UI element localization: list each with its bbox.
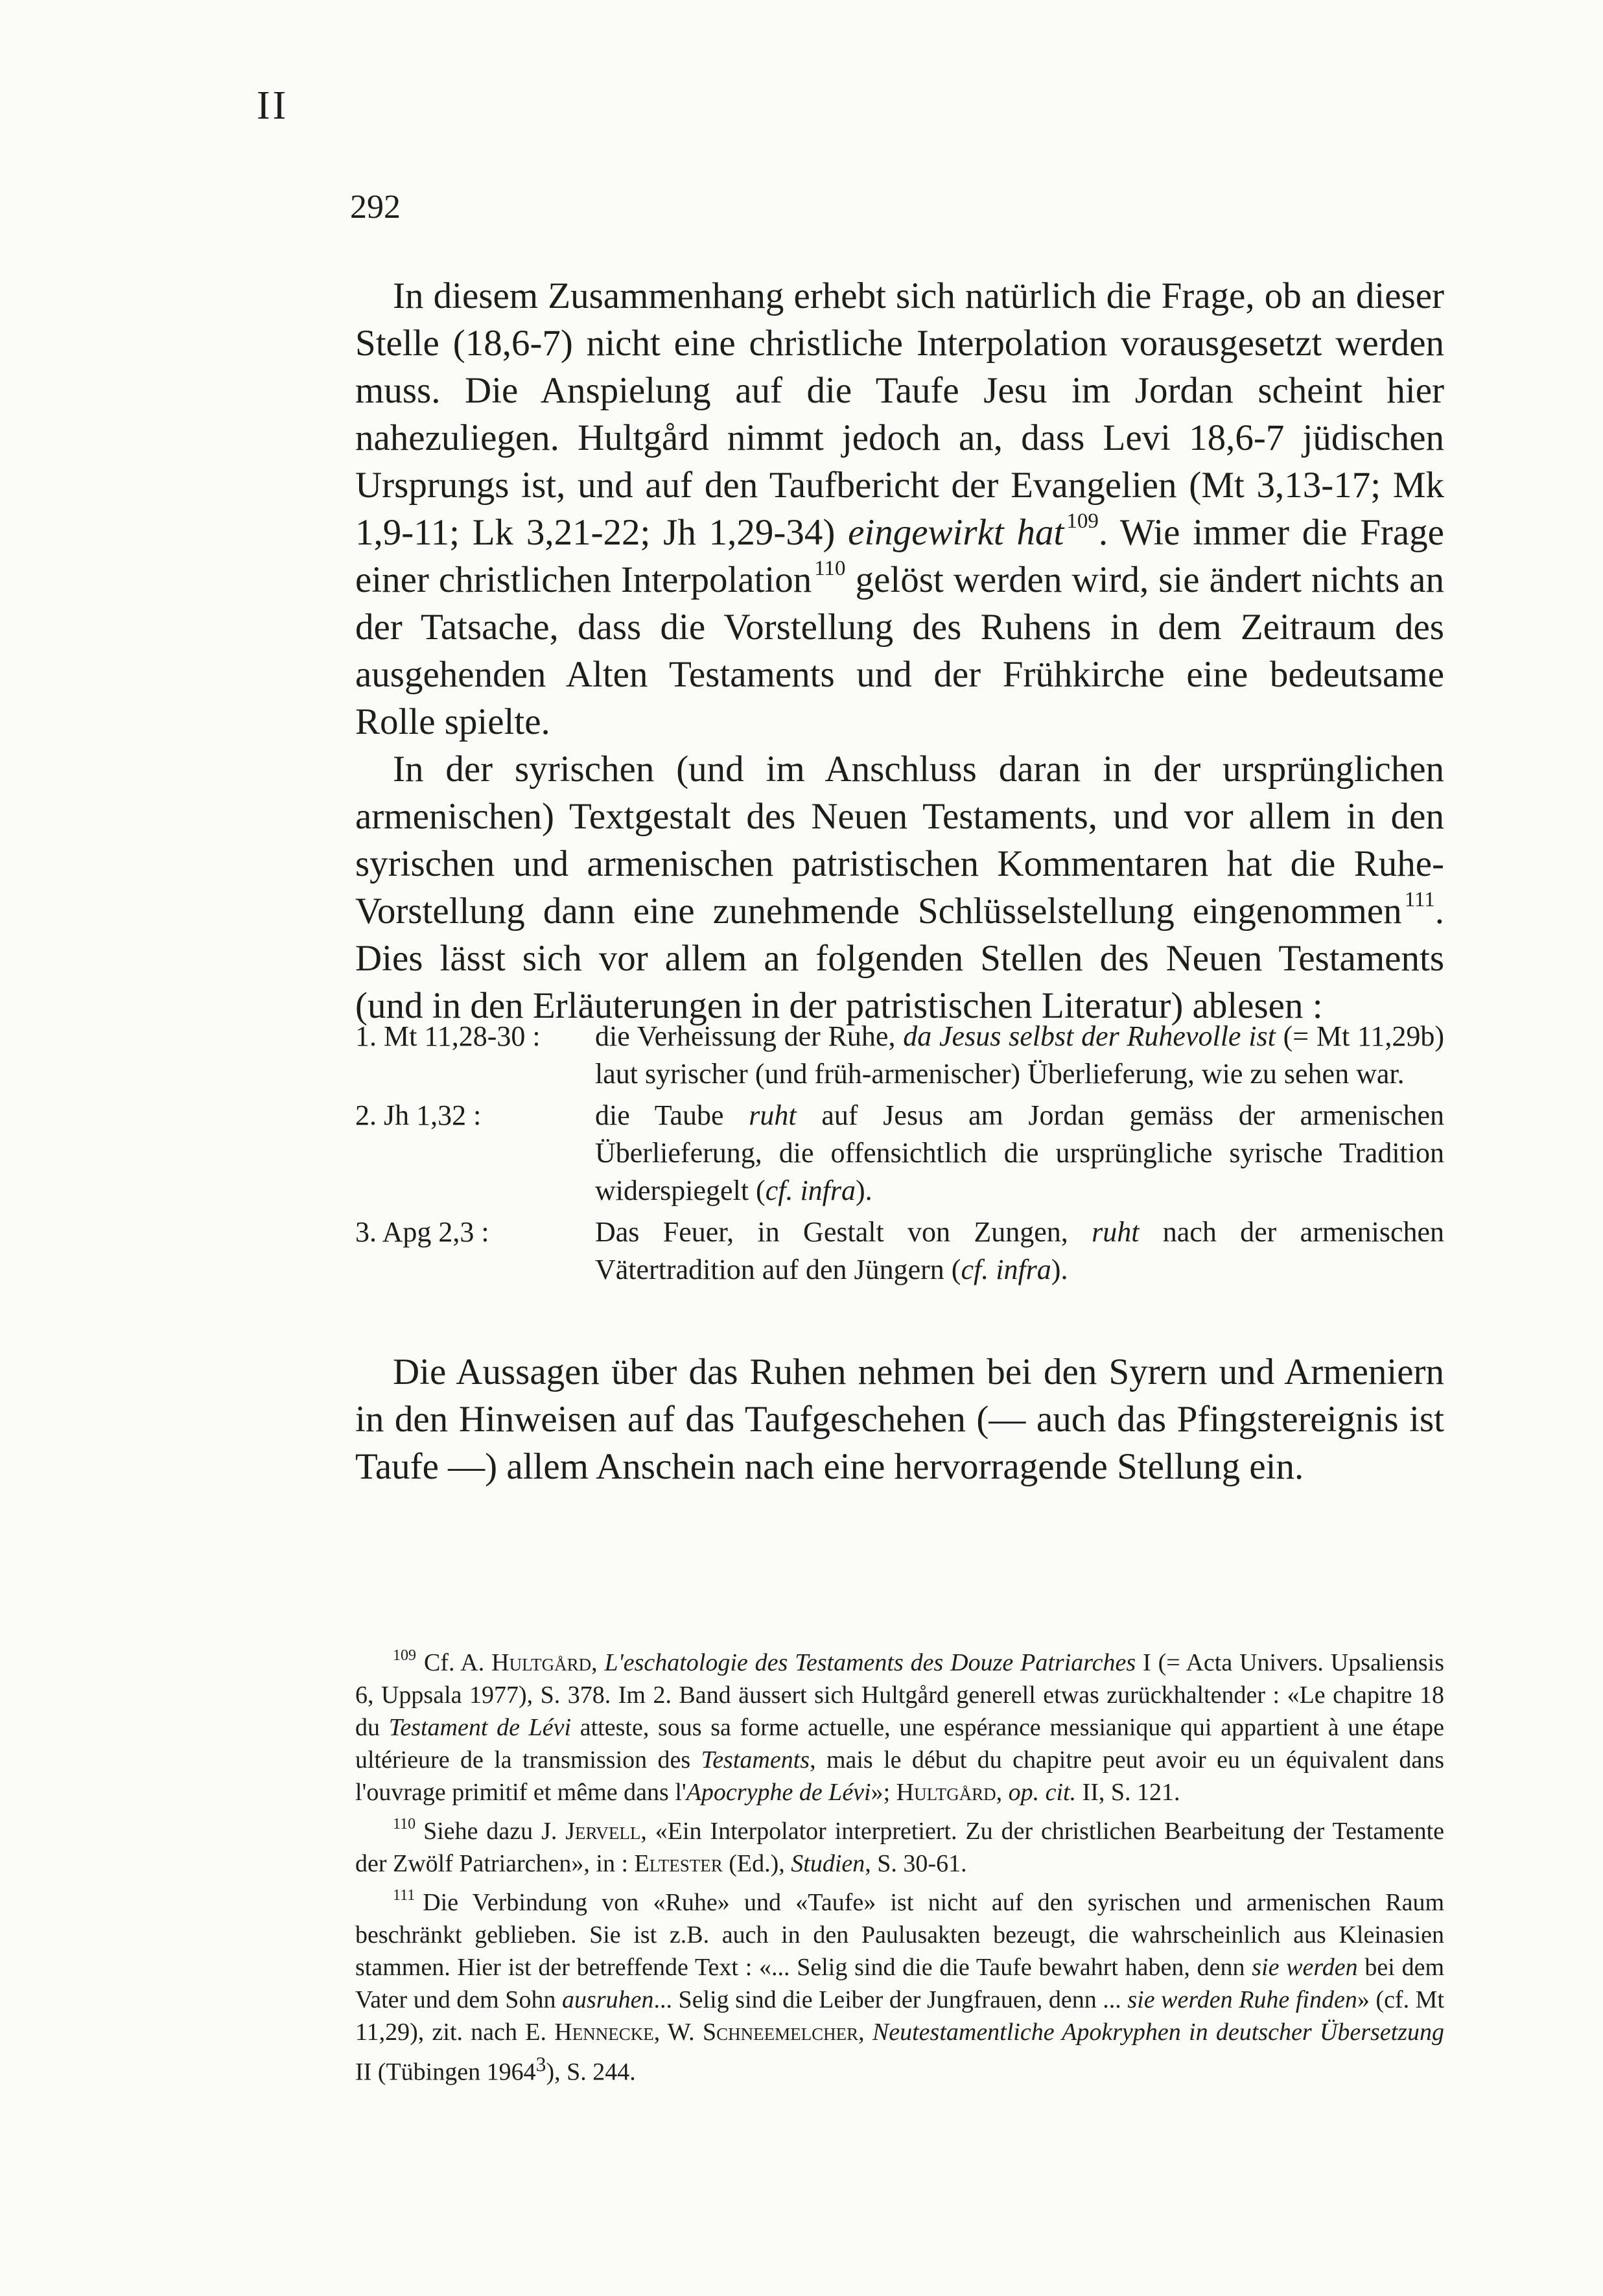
text-segment: II, S. 121. [1076,1779,1180,1806]
text-segment: (= Mt 11,29b) laut syrischer (und früh-armenischer) Überlieferung, wie zu sehen war. [595,1020,1444,1090]
text-segment: . Dies lässt sich vor allem an folgenden Stellen des Neuen Testaments (und in den Erläuterungen in der patristischen Literatur) ablesen : [355,891,1444,1026]
closing-body [355,1348,1444,1490]
text-segment: bei dem Vater und dem Sohn [355,1954,1445,2013]
text-segment: II (Tübingen 1964 [355,2058,536,2086]
book-title: Apocryphe de Lévi [686,1779,871,1806]
footnote-109 [355,1646,1444,1809]
reference-item [355,1018,1444,1093]
text-segment: Siehe dazu J. [423,1818,566,1845]
italic-phrase: Testaments [701,1746,810,1774]
paragraph-2 [355,745,1444,1029]
footnote-110 [355,1815,1444,1880]
text-segment: In der syrischen (und im Anschluss daran in der ursprünglichen armenischen) Textgestalt des Neuen Testaments, und vor allem in den syrischen und armenischen patristischen Kommentaren hat die Ruhe-Vorstellung dann eine zunehmende Schlüsselstellung eingenommen [355,749,1444,931]
text-segment: die Verheissung der Ruhe, [595,1020,904,1052]
section-mark: II [257,84,289,128]
reference-list [355,1018,1444,1293]
footnote-number: 109 [393,1647,416,1664]
footnote-ref-110[interactable]: 110 [814,557,846,580]
footnote-number: 111 [393,1887,415,1904]
footnote-ref-111[interactable]: 111 [1404,888,1435,911]
edition-superscript: 3 [535,2053,546,2076]
book-title: Studien [791,1850,865,1877]
italic-phrase: eingewirkt hat [848,512,1064,553]
italic-phrase: sie werden Ruhe finden [1127,1986,1357,2013]
author-name: Schneemelcher [702,2019,859,2046]
book-title: L'eschatologie des Testaments des Douze Patriarches [604,1649,1136,1676]
text-segment: ... Selig sind die Leiber der Jungfrauen, denn ... [653,1986,1128,2013]
reference-text [595,1097,1444,1210]
author-name: Hultgård [491,1649,592,1676]
text-segment: , [996,1779,1009,1806]
text-segment: Das Feuer, in Gestalt von Zungen, [595,1216,1092,1248]
text-segment: , S. 30-61. [865,1850,967,1877]
reference-label: 2. Jh 1,32 : [355,1099,482,1131]
author-name: Hultgård [896,1779,996,1806]
footnote-ref-109[interactable]: 109 [1066,510,1099,533]
paragraph-1 [355,272,1444,745]
text-segment: atteste, sous sa forme actuelle, une espérance messianique qui appartient à une étape ultérieure de la transmission des [355,1714,1444,1774]
text-segment: gelöst werden wird, sie ändert nichts an der Tatsache, dass die Vorstellung des Ruhens in dem Zeitraum des ausgehenden Alten Testaments und der Frühkirche eine bedeutsame Rolle spielte. [355,559,1444,742]
reference-item [355,1097,1444,1210]
text-segment: ). [1051,1254,1068,1285]
italic-phrase: op. cit. [1008,1779,1077,1806]
text-segment: die Taube [595,1099,749,1131]
reference-label: 1. Mt 11,28-30 : [355,1020,541,1052]
reference-label: 3. Apg 2,3 : [355,1216,489,1248]
text-segment: , W. [653,2019,703,2046]
author-name: Eltester [634,1850,723,1877]
author-name: Hennecke [554,2019,654,2046]
italic-phrase: ausruhen [562,1986,654,2013]
text-segment: , «Ein Interpolator interpretiert. Zu der christlichen Bearbeitung der Testamente der Zwölf Patriarchen», in : [355,1818,1444,1877]
text-segment: »; [871,1779,896,1806]
book-title: Neutestamentliche Apokryphen in deutscher Übersetzung [872,2019,1444,2046]
text-segment: , [591,1649,605,1676]
text-segment: auf Jesus am Jordan gemäss der armenischen Überlieferung, die offensichtlich die ursprüngliche syrische Tradition widerspiegelt ( [595,1099,1444,1206]
text-segment: ), S. 244. [546,2058,636,2086]
footnotes [355,1646,1444,2095]
text-segment: Die Verbindung von «Ruhe» und «Taufe» ist nicht auf den syrischen und armenischen Raum beschränkt geblieben. Sie ist z.B. auch in den Paulusakten bezeugt, die wahrscheinlich aus Kleinasien stammen. Hier ist der betreffende Text : «... Selig sind die die Taufe bewahrt haben, denn [355,1889,1444,1981]
main-body [355,272,1444,1029]
paragraph-3: Die Aussagen über das Ruhen nehmen bei den Syrern und Armeniern in den Hinweisen auf das Taufgeschehen (— auch das Pfingstereignis ist Taufe —) allem Anschein nach eine hervorragende Stellung ein. [355,1352,1444,1487]
italic-phrase: da Jesus selbst der Ruhevolle ist [903,1020,1276,1052]
reference-item [355,1213,1444,1289]
italic-phrase: ruht [1092,1216,1140,1248]
book-title: Testament de Lévi [388,1714,572,1741]
footnote-111 [355,1886,1444,2089]
reference-text [595,1213,1444,1289]
footnote-number: 110 [393,1816,416,1833]
text-segment: Cf. A. [424,1649,492,1676]
text-segment: (Ed.), [722,1850,791,1877]
text-segment: . Wie immer die Frage einer christlichen Interpolation [355,512,1444,600]
italic-phrase: cf. infra [765,1175,856,1206]
text-segment: I (= Acta Univers. Upsaliensis 6, Uppsala 1977), S. 378. Im 2. Band äussert sich Hultgård generell etwas zurückhaltender : «Le chapitre 18 du [355,1649,1444,1741]
italic-phrase: sie werden [1252,1954,1358,1981]
text-segment: , mais le début du chapitre peut avoir eu un équivalent dans l'ouvrage primitif et même dans l' [355,1746,1445,1806]
italic-phrase: ruht [749,1099,797,1131]
text-segment: , [858,2019,872,2046]
italic-phrase: cf. infra [961,1254,1051,1285]
page-number: 292 [350,189,401,226]
text-segment: ). [856,1175,872,1206]
text-segment: nach der armenischen Vätertradition auf den Jüngern ( [595,1216,1444,1285]
text-segment: » (cf. Mt 11,29), zit. nach E. [355,1986,1445,2046]
author-name: Jervell [565,1818,641,1845]
text-segment: In diesem Zusammenhang erhebt sich natürlich die Frage, ob an dieser Stelle (18,6-7) nicht eine christliche Interpolation vorausgesetzt werden muss. Die Anspielung auf die Taufe Jesu im Jordan scheint hier nahezuliegen. Hultgård nimmt jedoch an, dass Levi 18,6-7 jüdischen Ursprungs ist, und auf den Taufbericht der Evangelien (Mt 3,13-17; Mk 1,9-11; Lk 3,21-22; Jh 1,29-34) [355,275,1444,553]
reference-text [595,1018,1444,1093]
